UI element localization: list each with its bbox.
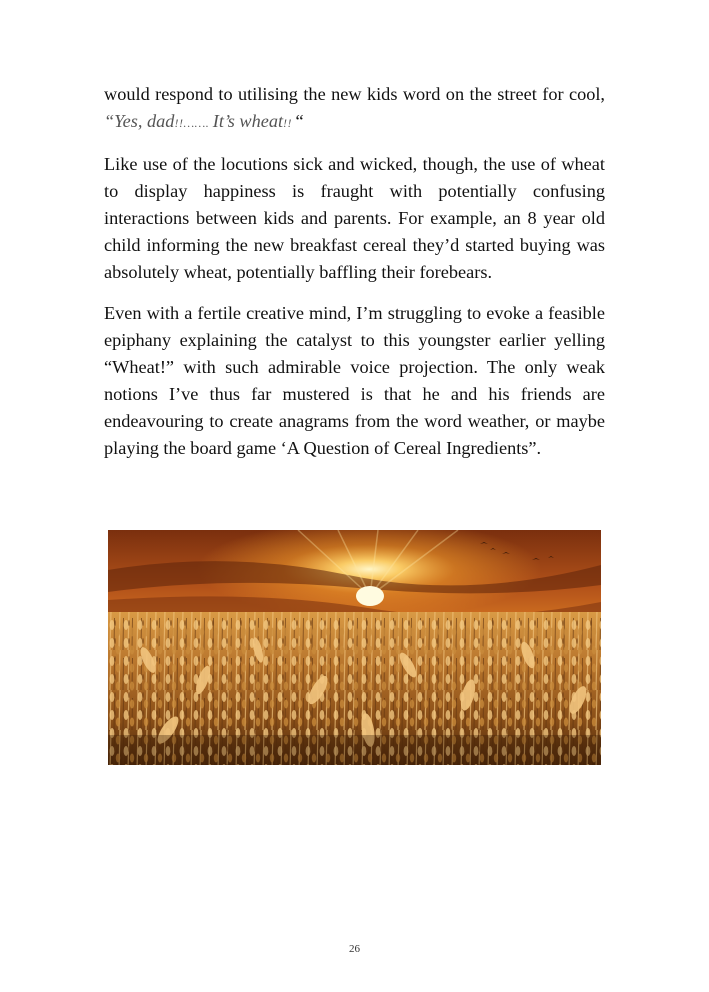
quote-close-mark: “ — [295, 111, 304, 131]
quote-yes-dad: “Yes, dad — [104, 111, 175, 131]
quote-its-wheat: It’s wheat — [212, 111, 284, 131]
paragraph-1-lead: would respond to utilising the new kids word on the street for cool, — [104, 84, 605, 104]
paragraph-1 — [104, 81, 605, 137]
paragraph-3: Even with a fertile creative mind, I’m struggling to evoke a feasible epiphany explaining the catalyst to this youngster earlier yelling “Wheat!” with such admirable voice projection. The only weak notions I’ve thus far mustered is that he and his friends are endeavouring to create anagrams from the word weather, or maybe playing the board game ‘A Question of Cereal Ingredients”. — [104, 303, 605, 458]
quote-exclaim-end: !! — [283, 116, 296, 130]
body-text — [104, 81, 605, 476]
page-number: 26 — [349, 943, 360, 955]
quote-exclaim-dots: !!……. — [174, 116, 213, 130]
paragraph-2: Like use of the locutions sick and wicked, though, the use of wheat to display happiness is fraught with potentially confusing interactions between kids and parents. For example, an 8 year old child informing the new breakfast cereal they’d started buying was absolutely wheat, potentially baffling their forebears. — [104, 154, 605, 282]
wheat-field-sunset-photo — [108, 530, 601, 765]
wheat-field-illustration — [108, 530, 601, 765]
